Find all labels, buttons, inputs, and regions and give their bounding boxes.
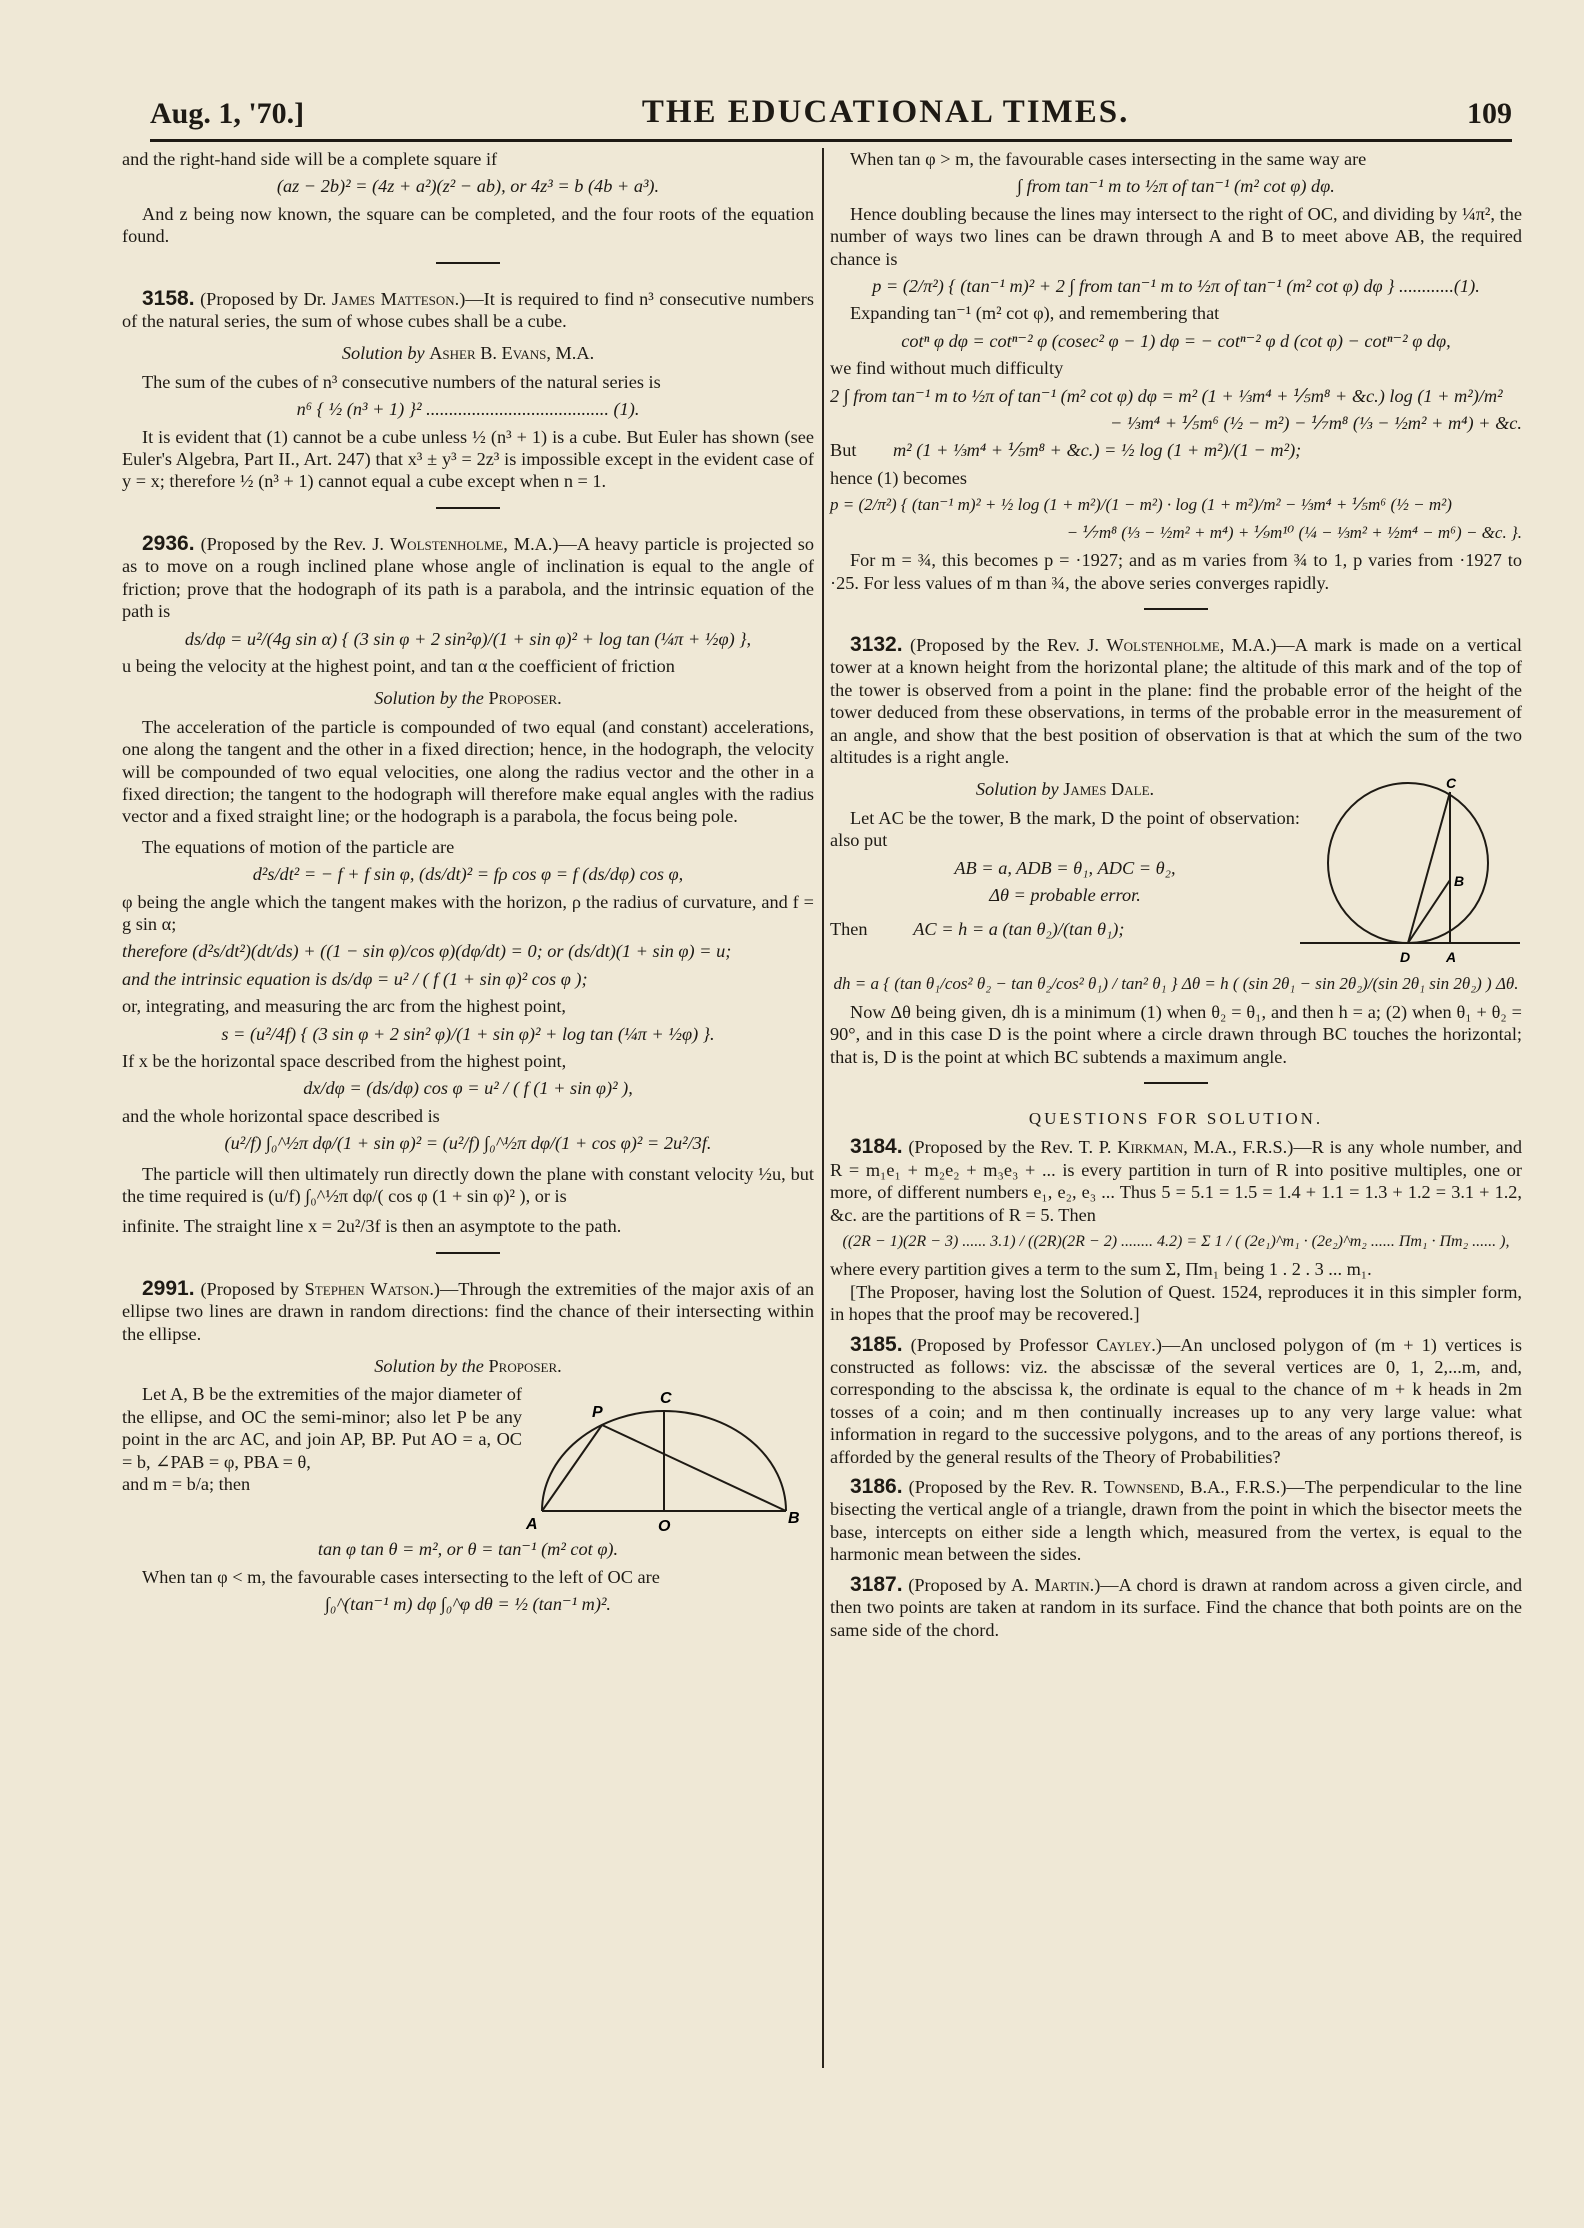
paragraph: u being the velocity at the highest point, and tan α the coefficient of friction [122, 655, 675, 676]
right-column [830, 148, 1522, 1641]
question-2991: 2991. (Proposed by Stephen Watson.)—Through the extremities of the major axis of an ellipse two lines are drawn in random directions: find the chance of their intersecting within the ellipse. [122, 1276, 814, 1344]
question-2936: 2936. (Proposed by the Rev. J. Wolstenholme, M.A.)—A heavy particle is projected so as to move on a rough inclined plane whose angle of inclination is equal to the angle of friction; prove that the hodograph of its path is a parabola, and the intrinsic equation of the path is [122, 531, 814, 622]
paragraph: The equations of motion of the particle are [142, 836, 455, 857]
proposer-name: Cayley [1096, 1334, 1152, 1355]
paragraph: where every partition gives a term to the sum Σ, Πm₁ being 1 . 2 . 3 ... m₁. [830, 1259, 1372, 1280]
equation: tan φ tan θ = m², or θ = tan⁻¹ (m² cot φ). [317, 1539, 619, 1560]
paragraph: The particle will then ultimately run directly down the plane with constant velocity ½u, but the time required is (u/f) ∫₀^½π dφ/( cos φ (1 + sin φ)² ), or is [122, 1163, 814, 1207]
proposer-name: Townsend, B.A., F.R.S. [1103, 1477, 1281, 1498]
paragraph: And z being now known, the square can be completed, and the four roots of the equation found. [122, 203, 814, 247]
ellipse-figure [522, 1383, 802, 1533]
question-number: 3158. [142, 286, 195, 310]
solution-with-figure [122, 1383, 814, 1533]
solution-heading: Solution by the Proposer. [374, 1356, 562, 1377]
paragraph: For m = ¾, this becomes p = ·1927; and as m varies from ¾ to 1, p varies from ·1927 to ·25. For less values of m than ¾, the above series converges rapidly. [830, 550, 1522, 593]
paragraph: φ being the angle which the tangent makes with the horizon, ρ the radius of curvature, and f = g sin α; [122, 891, 814, 934]
equation: d²s/dt² = − f + f sin φ, (ds/dt)² = fρ cos φ = f (ds/dφ) cos φ, [252, 864, 684, 885]
paragraph: It is evident that (1) cannot be a cube unless ½ (n³ + 1) is a cube. But Euler has shown (see Euler's Algebra, Part II., Art. 247) that x³ ± y³ = 2z³ is impossible except in the evident case of y = x; therefore ½ (n³ + 1) cannot equal a cube except when n = 1. [122, 426, 814, 492]
solution-with-figure [830, 768, 1522, 968]
equation: (az − 2b)² = (4z + a²)(z² − ab), or 4z³ = b (4b + a³). [276, 176, 660, 197]
proposer-name: Wolstenholme, M.A. [389, 533, 553, 554]
paragraph: we find without much difficulty [830, 358, 1064, 379]
proposer-name: Wolstenholme, M.A. [1106, 634, 1271, 655]
question-number: 3184. [850, 1135, 903, 1159]
label-P: P [592, 1404, 603, 1422]
label-A: A [526, 1516, 538, 1534]
paragraph: Hence doubling because the lines may intersect to the right of OC, and dividing by ¼π², the number of ways two lines can be drawn through A and B to meet above AB, the required chance is [830, 203, 1522, 269]
equation: therefore (d²s/dt²)(dt/ds) + ((1 − sin φ)/cos φ)(dφ/dt) = 0; or (ds/dt)(1 + sin φ) = u; [122, 941, 732, 962]
paragraph: When tan φ < m, the favourable cases intersecting to the left of OC are [142, 1566, 660, 1587]
paragraph: hence (1) becomes [830, 467, 968, 488]
issue-date: Aug. 1, '70.] [150, 97, 305, 130]
label-C: C [1446, 775, 1457, 792]
left-column [122, 148, 814, 1621]
question-3186: 3186. (Proposed by the Rev. R. Townsend, B.A., F.R.S.)—The perpendicular to the line bisecting the vertical angle of a triangle, drawn from the point in which the bisector meets the base, intercepts on either side a length which, measured from the vertex, is equal to the harmonic mean between the sides. [830, 1475, 1522, 1565]
equation: ((2R − 1)(2R − 3) ...... 3.1) / ((2R)(2R − 2) ........ 4.2) = Σ 1 / ( (2e₁)^m₁ · (2e₂)^m₂ ...... Πm₁ · Πm₂ ...... ), [842, 1233, 1510, 1250]
equation: ∫₀^(tan⁻¹ m) dφ ∫₀^φ dθ = ½ (tan⁻¹ m)². [324, 1594, 612, 1615]
paragraph: If x be the horizontal space described from the highest point, [122, 1051, 567, 1071]
equation-row: Then AC = h = a (tan θ₂)/(tan θ₁); [830, 919, 1125, 940]
label-D: D [1400, 949, 1411, 966]
page-header [150, 82, 1512, 142]
equation: and the intrinsic equation is ds/dφ = u² / ( f (1 + sin φ)² cos φ ); [122, 968, 588, 989]
equation: dh = a { (tan θ₁/cos² θ₂ − tan θ₂/cos² θ₁) / tan² θ₁ } Δθ = h ( (sin 2θ₁ − sin 2θ₂)/(sin 2θ₁ sin 2θ₂) ) Δθ. [833, 974, 1519, 994]
equation: AB = a, ADB = θ₁, ADC = θ₂, [954, 857, 1176, 878]
question-number: 3132. [850, 632, 903, 656]
proposer-name: James Matteson [331, 288, 455, 309]
continuation-text: and the right-hand side will be a complete square if [122, 149, 498, 169]
equation: s = (u²/4f) { (3 sin φ + 2 sin² φ)/(1 + sin φ)² + log tan (¼π + ½φ) }. [221, 1023, 715, 1044]
proposer-name: Kirkman, M.A., F.R.S. [1117, 1137, 1288, 1158]
paragraph: or, integrating, and measuring the arc from the highest point, [122, 996, 566, 1017]
question-3132: 3132. (Proposed by the Rev. J. Wolstenholme, M.A.)—A mark is made on a vertical tower at a known height from the horizontal plane; the altitude of this mark and of the top of the tower is observed from a point in the plane: find the probable error of the height of the tower deduced from these observations, in terms of the probable error in the measurement of an angle, and show that the best position of observation is that at which the sum of the two altitudes is a right angle. [830, 632, 1522, 767]
label-B: B [1454, 873, 1465, 890]
separator-rule [1144, 1082, 1208, 1084]
label-O: O [658, 1518, 671, 1534]
paragraph: Let AC be the tower, B the mark, D the point of observation: also put [830, 807, 1300, 851]
question-number: 3185. [850, 1332, 903, 1356]
question-3185: 3185. (Proposed by Professor Cayley.)—An unclosed polygon of (m + 1) vertices is constructed as follows: viz. the abscissæ of the several vertices are 0, 1, 2,...m, and, corresponding to the abscissa k, the ordinate is equal to the chance of m + k heads in 2m tosses of a coin; and m then continually increases up to any very large value: what information in regard to the successive polygons, and to the areas of any portions thereof, is afforded by the general results of the Theory of Probabilities? [830, 1332, 1522, 1467]
question-number: 2991. [142, 1276, 195, 1300]
paragraph: [The Proposer, having lost the Solution of Quest. 1524, reproduces it in this simpler form, in hopes that the proof may be recovered.] [830, 1281, 1522, 1325]
paragraph: and m = b/a; then [122, 1474, 251, 1495]
paragraph: When tan φ > m, the favourable cases intersecting in the same way are [850, 149, 1367, 169]
equation: − ⅐m⁸ (⅓ − ½m² + m⁴) + ⅑m¹⁰ (¼ − ⅓m² + ½m⁴ − m⁶) − &c. }. [1066, 522, 1522, 542]
paragraph: Let A, B be the extremities of the major diameter of the ellipse, and OC the semi-minor; also let P be any point in the arc AC, and join AP, BP. Put AO = a, OC = b, ∠PAB = φ, PBA = θ, [122, 1384, 522, 1472]
proposer-name: Stephen Watson [304, 1278, 430, 1299]
separator-rule [436, 262, 500, 264]
separator-rule [1144, 608, 1208, 610]
solution-heading: Solution by the Proposer. [374, 688, 562, 709]
separator-rule [436, 507, 500, 509]
solution-heading: Solution by Asher B. Evans, M.A. [341, 343, 595, 364]
paragraph: and the whole horizontal space described is [122, 1105, 440, 1126]
equation: ∫ from tan⁻¹ m to ½π of tan⁻¹ (m² cot φ) dφ. [1017, 176, 1335, 197]
paragraph: infinite. The straight line x = 2u²/3f is then an asymptote to the path. [122, 1216, 622, 1237]
paragraph: The acceleration of the particle is compounded of two equal (and constant) accelerations, one along the tangent and the other in a fixed direction; hence, in the hodograph, the velocity will be compounded of two equal velocities, one along the radius vector and the other in a fixed direction; the tangent to the hodograph will therefore make equal angles with the radius vector and a fixed straight line; or the hodograph is a parabola, the focus being pole. [122, 716, 814, 827]
label-C: C [660, 1390, 672, 1408]
question-number: 3186. [850, 1475, 903, 1499]
column-divider [822, 148, 824, 2068]
section-heading: QUESTIONS FOR SOLUTION. [1028, 1108, 1324, 1128]
paragraph: The sum of the cubes of n³ consecutive numbers of the natural series is [142, 371, 661, 392]
proposer-name: Martin [1034, 1574, 1090, 1595]
equation: Δθ = probable error. [989, 884, 1141, 905]
equation: ds/dφ = u²/(4g sin α) { (3 sin φ + 2 sin²φ)/(1 + sin φ)² + log tan (¼π + ½φ) }, [184, 628, 752, 649]
equation: cotⁿ φ dφ = cotⁿ⁻² φ (cosec² φ − 1) dφ = − cotⁿ⁻² φ d (cot φ) − cotⁿ⁻² φ dφ, [901, 330, 1451, 351]
paragraph: Expanding tan⁻¹ (m² cot φ), and remembering that [850, 303, 1220, 324]
equation: p = (2/π²) { (tan⁻¹ m)² + ½ log (1 + m²)/(1 − m²) · log (1 + m²)/m² − ⅓m⁴ + ⅕m⁶ (½ − m²) [830, 495, 1452, 515]
equation: 2 ∫ from tan⁻¹ m to ½π of tan⁻¹ (m² cot φ) dφ = m² (1 + ⅓m⁴ + ⅕m⁸ + &c.) log (1 + m²)/m² [830, 385, 1503, 406]
question-number: 2936. [142, 531, 195, 555]
tower-circle-figure [1300, 768, 1520, 968]
equation: n⁶ { ½ (n³ + 1) }² ........................................ (1). [296, 399, 640, 420]
page-number: 109 [1466, 97, 1512, 130]
label-B: B [788, 1510, 800, 1528]
question-3184: 3184. (Proposed by the Rev. T. P. Kirkman, M.A., F.R.S.)—R is any whole number, and R = m₁e₁ + m₂e₂ + m₃e₃ + ... is every partition in turn of R into positive multiples, one or more, of different numbers e₁, e₂, e₃ ... Thus 5 = 5.1 = 1.5 = 1.4 + 1.1 = 1.3 + 1.2 = 3.1 + 1.2, &c. are the partitions of R = 5. Then [830, 1135, 1522, 1225]
solution-heading: Solution by James Dale. [975, 779, 1155, 800]
question-number: 3187. [850, 1572, 903, 1596]
equation: dx/dφ = (ds/dφ) cos φ = u² / ( f (1 + sin φ)² ), [303, 1078, 633, 1099]
question-3187: 3187. (Proposed by A. Martin.)—A chord is drawn at random across a given circle, and then two points are taken at random in its surface. Find the chance that both points are on the same side of the chord. [830, 1572, 1522, 1640]
paragraph: Now Δθ being given, dh is a minimum (1) when θ₂ = θ₁, and then h = a; (2) when θ₁ + θ₂ = 90°, and in this case D is the point where a circle drawn through BC touches the horizontal; that is, D is the point at which BC subtends a maximum angle. [830, 1001, 1522, 1067]
equation: p = (2/π²) { (tan⁻¹ m)² + 2 ∫ from tan⁻¹ m to ½π of tan⁻¹ (m² cot φ) dφ } ............(1). [872, 276, 1480, 297]
equation: (u²/f) ∫₀^½π dφ/(1 + sin φ)² = (u²/f) ∫₀^½π dφ/(1 + cos φ)² = 2u²/3f. [224, 1133, 712, 1154]
equation-row: But m² (1 + ⅓m⁴ + ⅕m⁸ + &c.) = ½ log (1 + m²)/(1 − m²); [830, 440, 1302, 461]
equation: − ⅓m⁴ + ⅕m⁶ (½ − m²) − ⅐m⁸ (⅓ − ½m² + m⁴) + &c. [1109, 413, 1522, 434]
publication-title: THE EDUCATIONAL TIMES. [641, 94, 1130, 130]
label-A: A [1446, 949, 1457, 966]
separator-rule [436, 1252, 500, 1254]
question-3158: 3158. (Proposed by Dr. James Matteson.)—It is required to find n³ consecutive numbers of the natural series, the sum of whose cubes shall be a cube. [122, 286, 814, 332]
